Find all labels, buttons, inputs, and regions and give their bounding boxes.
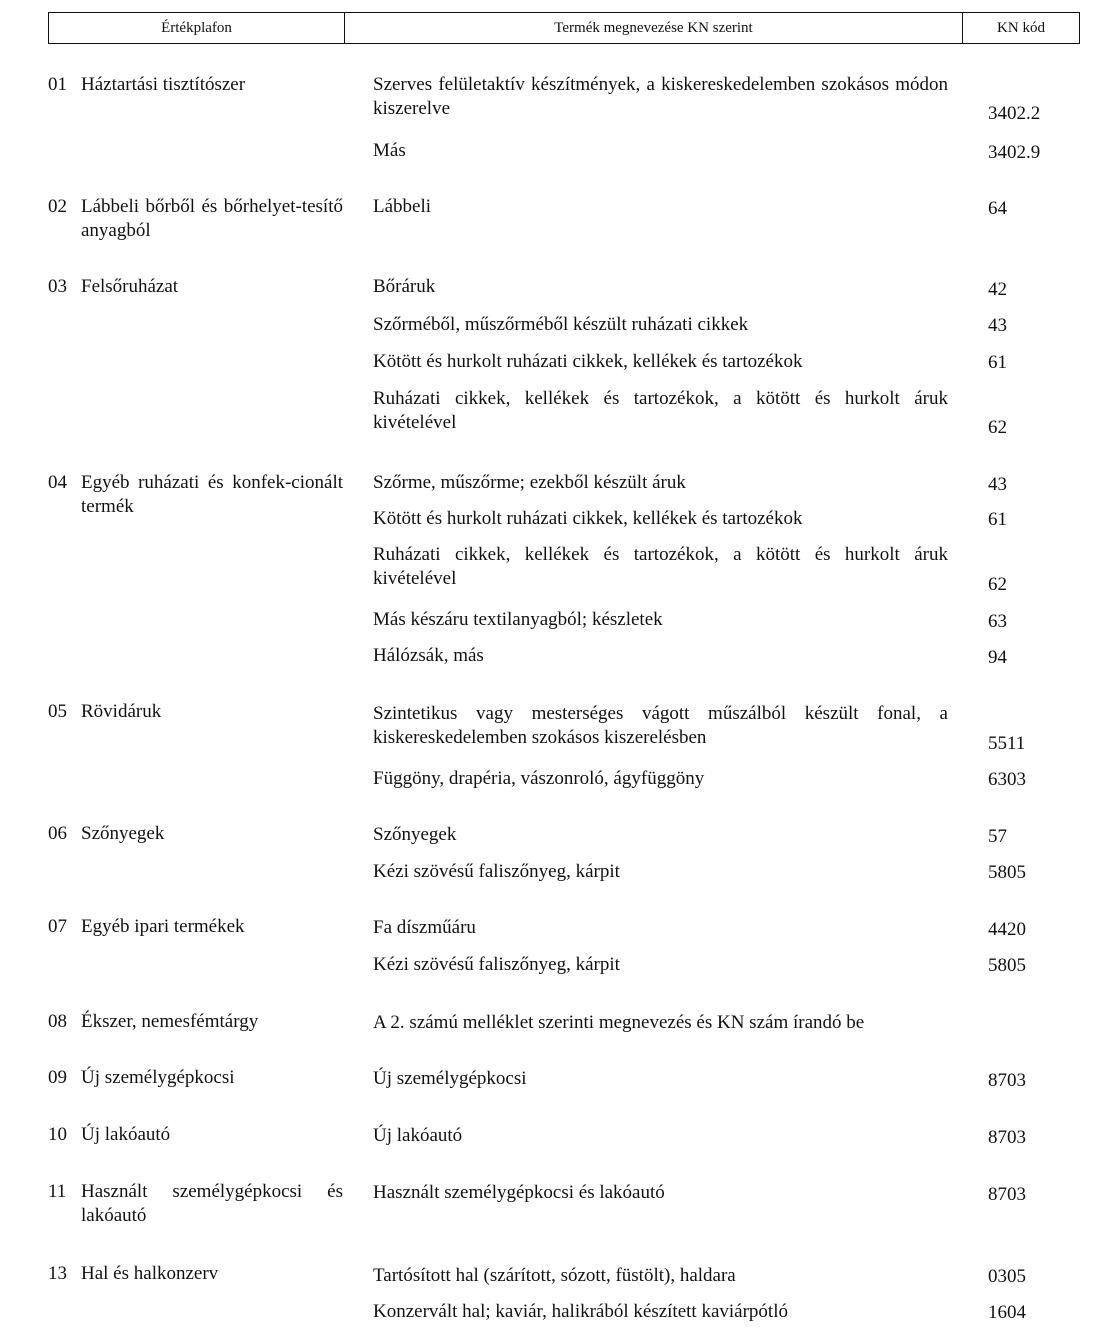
kn-code: 61 [988,352,1007,373]
category-number: 03 [48,276,67,297]
category-name: Hal és halkonzerv [81,1263,219,1284]
product-description: Kötött és hurkolt ruházati cikkek, kellékek és tartozékok [373,351,803,372]
header-kn-code: KN kód [997,19,1045,36]
category-number: 11 [48,1181,67,1202]
kn-code: 8703 [988,1127,1026,1148]
kn-code: 0305 [988,1266,1026,1287]
kn-code: 61 [988,509,1007,530]
product-description: Tartósított hal (szárított, sózott, füstölt), haldara [373,1265,736,1286]
kn-code: 57 [988,826,1007,847]
header-value-ceiling: Értékplafon [49,13,345,43]
table-header [48,12,1080,44]
product-description: A 2. számú melléklet szerinti megnevezés és KN szám írandó be [373,1012,865,1033]
category-number: 09 [48,1067,67,1088]
category-name: Szőnyegek [81,823,165,844]
product-description: Szerves felületaktív készítmények, a kiskereskedelemben szokásos módon kiszerelve [373,74,948,119]
product-description: Kézi szövésű faliszőnyeg, kárpit [373,861,620,882]
product-description: Függöny, drapéria, vászonroló, ágyfüggöny [373,768,705,789]
category-number: 06 [48,823,67,844]
product-description: Bőráruk [373,276,436,297]
kn-code: 42 [988,279,1007,300]
category-name: Felsőruházat [81,276,179,297]
product-description: Kötött és hurkolt ruházati cikkek, kellékek és tartozékok [373,508,803,529]
kn-code: 5805 [988,955,1026,976]
kn-code: 4420 [988,919,1026,940]
category-number: 08 [48,1011,67,1032]
category-name: Rövidáruk [81,701,162,722]
category-number: 13 [48,1263,67,1284]
product-description: Új lakóautó [373,1125,463,1146]
category-name: Új lakóautó [81,1124,171,1145]
kn-code: 8703 [988,1184,1026,1205]
product-description: Szőnyegek [373,824,457,845]
product-description: Kézi szövésű faliszőnyeg, kárpit [373,954,620,975]
product-description: Fa díszműáru [373,917,476,938]
category-number: 01 [48,74,67,95]
product-description: Más készáru textilanyagból; készletek [373,609,663,630]
kn-code: 8703 [988,1070,1026,1091]
product-description: Szőrméből, műszőrméből készült ruházati cikkek [373,314,749,335]
kn-code: 63 [988,611,1007,632]
product-description: Használt személygépkocsi és lakóautó [373,1182,665,1203]
kn-code: 64 [988,198,1007,219]
product-description: Konzervált hal; kaviár, halikrából készített kaviárpótló [373,1301,788,1322]
kn-code: 43 [988,474,1007,495]
category-name: Új személygépkocsi [81,1067,235,1088]
kn-code: 1604 [988,1302,1026,1323]
category-number: 05 [48,701,67,722]
kn-code: 62 [988,417,1007,438]
category-number: 04 [48,472,67,493]
category-name: Használt személygépkocsi és lakóautó [81,1181,343,1226]
category-number: 10 [48,1124,67,1145]
kn-code: 3402.9 [988,142,1041,163]
product-description: Szintetikus vagy mesterséges vágott műszálból készült fonal, a kiskereskedelemben szokásos kiszerelésben [373,703,948,748]
product-description: Ruházati cikkek, kellékek és tartozékok, a kötött és hurkolt áruk kivételével [373,544,948,589]
kn-code: 62 [988,574,1007,595]
product-description: Új személygépkocsi [373,1068,527,1089]
product-description: Más [373,140,406,161]
kn-code: 5805 [988,862,1026,883]
product-description: Ruházati cikkek, kellékek és tartozékok, a kötött és hurkolt áruk kivételével [373,388,948,433]
category-name: Ékszer, nemesfémtárgy [81,1011,259,1032]
kn-code: 5511 [988,733,1026,754]
category-name: Lábbeli bőrből és bőrhelyet-tesítő anyagból [81,196,343,241]
kn-code: 94 [988,647,1007,668]
header-product-name: Termék megnevezése KN szerint [345,13,963,43]
category-name: Egyéb ipari termékek [81,916,245,937]
product-description: Lábbeli [373,196,432,217]
kn-code: 3402.2 [988,103,1041,124]
category-number: 02 [48,196,67,217]
kn-code: 6303 [988,769,1026,790]
kn-code: 43 [988,315,1007,336]
category-name: Háztartási tisztítószer [81,74,246,95]
product-description: Szőrme, műszőrme; ezekből készült áruk [373,472,686,493]
category-name: Egyéb ruházati és konfek-cionált termék [81,472,343,517]
category-number: 07 [48,916,67,937]
product-description: Hálózsák, más [373,645,484,666]
